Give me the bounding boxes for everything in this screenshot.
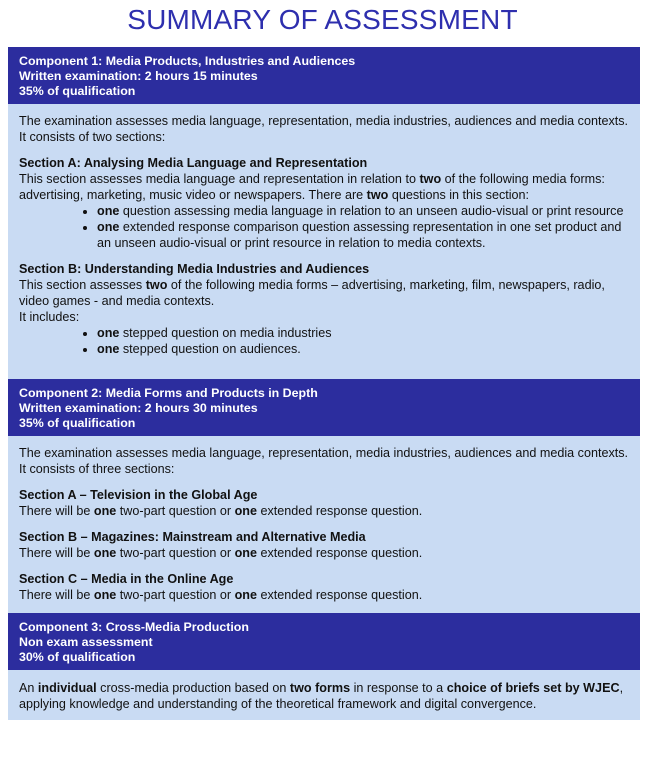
page-title: SUMMARY OF ASSESSMENT — [127, 4, 518, 35]
list-item: • one stepped question on audiences. — [97, 341, 629, 357]
component-2-weight: 35% of qualification — [19, 416, 136, 430]
component-3-body — [8, 670, 640, 720]
section-a-text: This section assesses media language and representation in relation to two of the following media forms: advertising, marketing, music video or newspapers. There are two questions in this section: — [19, 172, 605, 202]
section-a-heading: Section A: Analysing Media Language and Representation — [19, 156, 368, 170]
component-1-body — [8, 104, 640, 379]
component-1-exam: Written examination: 2 hours 15 minutes — [19, 69, 258, 83]
component-1-title: Component 1: Media Products, Industries and Audiences — [19, 54, 356, 68]
section-c-text: There will be one two-part question or one extended response question. — [19, 588, 423, 602]
list-item: • one extended response comparison question assessing representation in one set product and an unseen audio-visual or print resource in relation to media contexts. — [97, 219, 629, 251]
component-2-title: Component 2: Media Forms and Products in Depth — [19, 386, 318, 400]
component-2-exam: Written examination: 2 hours 30 minutes — [19, 401, 258, 415]
component-2-body — [8, 436, 640, 613]
component-3-text: An individual cross-media production based on two forms in response to a choice of briefs set by WJEC, applying knowledge and understanding of the theoretical framework and digital convergence. — [19, 681, 624, 711]
component-1-weight: 35% of qualification — [19, 84, 136, 98]
component-1-header — [8, 47, 640, 104]
section-b-text: There will be one two-part question or one extended response question. — [19, 546, 423, 560]
section-c-heading: Section C – Media in the Online Age — [19, 572, 234, 586]
component-2-header — [8, 379, 640, 436]
section-b-heading: Section B – Magazines: Mainstream and Alternative Media — [19, 530, 366, 544]
section-b-text: This section assesses two of the following media forms – advertising, marketing, film, newspapers, radio, video games - and media contexts. — [19, 278, 605, 308]
section-b-list — [19, 325, 629, 357]
section-a-heading: Section A – Television in the Global Age — [19, 488, 258, 502]
list-item: • one stepped question on media industries — [97, 325, 629, 341]
assessment-summary — [8, 47, 640, 720]
component-3-weight: 30% of qualification — [19, 650, 136, 664]
section-b-heading: Section B: Understanding Media Industries and Audiences — [19, 262, 370, 276]
section-a-list — [19, 203, 629, 251]
component-3-title: Component 3: Cross-Media Production — [19, 620, 249, 634]
section-a-text: There will be one two-part question or one extended response question. — [19, 504, 423, 518]
list-item: • one question assessing media language in relation to an unseen audio-visual or print resource — [97, 203, 629, 219]
component-3-type: Non exam assessment — [19, 635, 153, 649]
component-3-header — [8, 613, 640, 670]
component-2-intro: The examination assesses media language, representation, media industries, audiences and media contexts. It consists of three sections: — [19, 446, 629, 476]
component-1-intro: The examination assesses media language, representation, media industries, audiences and media contexts. It consists of two sections: — [19, 114, 629, 144]
section-b-includes: It includes: — [19, 310, 80, 324]
